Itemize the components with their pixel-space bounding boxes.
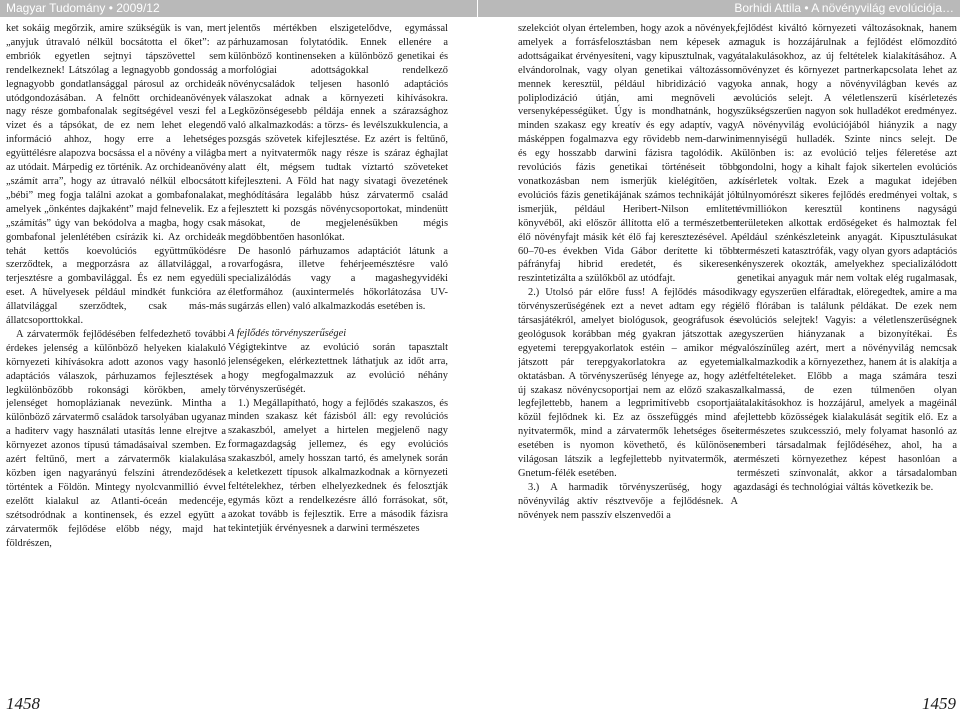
column-4 bbox=[737, 22, 957, 694]
paragraph: 3.) A harmadik törvényszerűség, hogy a növényvilág aktív résztvevője a fejlődésnek. A növények nem passzív elszenvedői a bbox=[518, 481, 738, 521]
column-2 bbox=[228, 22, 448, 694]
page-number-right: 1459 bbox=[922, 694, 956, 713]
paragraph: Végigtekintve az evolúció során tapasztalt jelenségeken, elérkeztettnek láthatjuk az időt arra, hogy megfogalmazzuk az evolúció néhány törvényszerűségét. bbox=[228, 341, 448, 395]
paragraph: szelekciót olyan értelemben, hogy azok a növények, amelyek a forrásfelosztásban nem képesek az adottságaikat érvényesíteni, vagy kipusztulnak, vagy elvándorolnak, vagy olyan genetikai változásson mennek keresztül, például hibridizáció vagy poliplodizáció útján, ami megnöveli a versenyképességüket. Úgy is mondhatnánk, hogy minden szakasz egy kreatív és egy adaptív, vagy másképpen fogalmazva egy rövidebb nem-darwini és egy hosszabb darwini fázisra tagolódik. A revolúciós fázis genetikai történéseit több vonatkozásban nem ismerjük kielégítően, az evolúciós fázis genetikájának számos technikáját jól ismerjük, például Heribert-Nilson említett könyvéből, aki először állította elő a természetben élő növényfajt másik két élő faj keresztezésével. A 60–70-es években Vida Gábor derítette ki több páfrányfaj hibrid eredetét, és sikeresen reszintetizálta a szülőkből az utódfajt. bbox=[518, 23, 738, 285]
paragraph: ket sokáig megőrzik, amire szükségük is van, mert „anyjuk útravaló nélkül bocsátotta el őket”: az embriók egyetlen sejtnyi tápszövettel sem rendelkeznek! Látszólag a legnagyobb gondosság a legnagyobb gondatlansággal párosul az orchideák utódgondozásában. A felnőtt orchideanövények nagy része gombafonalak segítségével veszi fel a vizet és a tápsókat, de ez nem lehet elegendő információ ahhoz, hogy erre a lehetséges együttélésre alapozva bocsássa el a növény a világba az utódait. Márpedig ez történik. Az orchideanövény „számít arra”, hogy az útravaló nélkül elbocsátott „bébi” meg fogja találni azokat a gombafonalakat, amelyek „önkéntes dajkaként” majd felnevelik. Ez a „számítás” úgy van bekódolva a magba, hogy csak gombafonal jelenlétében csírázik ki. Az orchideák tehát kettős koevolúciós együttműködésre szerződtek, a megporzásra az állatvilággal, a terjesztésre a gombavilággal. És ez nem egyedüli eset. A hüvelyesek például mindkét funkcióra az állatvilággal szerződtek, csak más-más állatcsoporttokkal. bbox=[6, 23, 226, 327]
page-number-left: 1458 bbox=[6, 694, 40, 713]
paragraph: A zárvatermők fejlődésében felfedezhető további érdekes jelenség a különböző helyeken kialakuló környezeti kihívásokra adott azonos vagy hasonló adaptációs válaszok, párhuzamos fejlesztések a legkülönbözőbb rokonsági körökben, amely jelenséget homoplázianak nevezünk. Mintha a különböző zárvatermő családok tarsolyában ugyanaz a haditerv vagy használati utasítás lenne elrejtve a környezet azonos típusú támadásaival szemben. Ez azért feltűnő, mert a zárvatermők kialakulása közben igen nagyarányú felszíni átrendeződések történtek a Földön. Mintegy nyolcvanmillió évvel ezelőtt kialakul az Atlanti-óceán medencéje, szétsodródnak a kontinensek, és ezzel együtt a zárvatermők fejlődése előbb négy, majd hat földrészen, bbox=[6, 328, 226, 549]
paragraph: 1.) Megállapítható, hogy a fejlődés szakaszos, és minden szakasz két fázisból áll: egy revolúciós szakaszból, amelyet a hirtelen megjelenő nagy formagazdagság jellemez, és egy evolúciós szakaszból, amely hosszan tartó, és amelynek során a keletkezett típusok alkalmazkodnak a környezeti feltételekhez, térben elhelyezkednek és felosztják egymás közt a rendelkezésre álló forrásokat, sőt, azokat tovább is fejlesztik. Erre a második fázisra tekintetjük érvényesnek a darwini természetes bbox=[228, 397, 448, 534]
column-3 bbox=[518, 22, 738, 694]
running-header-left: Magyar Tudomány • 2009/12 bbox=[0, 0, 477, 17]
page-header bbox=[0, 0, 960, 17]
running-header-right: Borhidi Attila • A növényvilág evolúciója… bbox=[478, 0, 960, 17]
paragraph: jelentős mértékben elszigetelődve, egymással párhuzamosan folytatódik. Ennek ellenére a különböző kontinenseken a különböző genetikai és morfológiai adottságokkal rendelkező növénycsaládok teljesen hasonló adaptációs válaszokat adnak a környezeti kihívásokra. Legközönségesebb példája ennek a szárazsághoz való alkalmazkodás: a törzs- és levélszukkulencia, a pozsgás szövetek kifejlesztése. Ez azért is feltűnő, mert a nyitvatermők nagy része is száraz éghajlat alatt élt, mégsem tudtak víztartó szöveteket kifejleszteni. A Föld hat nagy sivatagi övezetének meghódítására legalább húsz zárvatermő család fejlesztett ki pozsgás növénycsoportokat, mindenütt másokat, de megjelenésükben mégis megdöbbentően hasonlókat. bbox=[228, 23, 448, 243]
paragraph: De hasonló párhuzamos adaptációt látunk a rovarfogásra, illetve fehérjeemésztésre való specializálódás vagy a magashegyvidéki életformához (auxintermelés hőkorlátozása UV-sugárzás ellen) való alkalmazkodás esetében is. bbox=[228, 245, 448, 313]
paragraph: 2.) Utolsó pár előre fuss! A fejlődés második törvényszerűségének ezt a nevet adtam egy régi társasjátékról, amelyet biológusok, geográfusok és geológusok korábban még gyakran játszottak az egyetemi terepgyakorlatok estéin – amikor még játszott pár terepgyakorlatokra az egyetemi oktatásban. A törvényszerűség lényege az, hogy az új szakasz növénycsoportjai nem az előző szakasz legfejlettebb, hanem a legprimitívebb csoportjai közül fejlődnek ki. Ez az összefüggés mind a nyitvatermők, mind a zárvatermők lehetséges ősei esetében is nyomon követhető, és különösen világosan látszik a legfejlettebb nyitvatermők, a Gnetum-félék esetében. bbox=[518, 287, 738, 479]
section-heading: A fejlődés törvényszerűségei bbox=[228, 328, 347, 340]
paragraph: fejlődést kiváltó környezeti változásoknak, hanem maguk is hozzájárulnak a fejlődést előmozdító átalakulásokhoz, az új feltételek kialakításához. A növényzet és környezet partnerkapcsolata lehet az oka annak, hogy a növényvilágban kevés az evolúciós selejt. A véletlenszerű kísérletezés szükségszerűen nagyon sok hulladékot eredményez. A növényvilág evolúciójából hiányzik a nagy mennyiségű hulladék. Szinte nincs selejt. De különben is: az evolúció teljes féleretése azt gondolni, hogy a kihalt fajok sikertelen evolúciós kísérletek voltak. Ezek a magukat idejében túlnyomórészt sikeres fejlődés eredményei voltak, s évmilliókon keresztül kontinens nagyságú területeken alkottak erdőségeket és halmoztak fel például szénkészleteink anyagát. Kipusztulásukat természeti katasztrófák, vagy olyan gyors adaptációs kényszerek okozták, amelyekhez specializálódott genetikai anyaguk már nem voltak elég rugalmasak, vagy egyszerűen elfáradtak, elöregedtek, amire a ma élő flórában is találunk példákat. De ezek nem evolúciós selejtek! Vagyis: a véletlenszerűségnek egyszerűen hiányzanak a bizonyítékai. És valószínűleg azért, mert a növényvilág nemcsak alkalmazkodik a környezethez, hanem át is alakítja a létfeltételeket. Előbb a maga számára teszi alkalmassá, de ezen túlmenően olyan átalakításokhoz is hozzájárul, amelyek a magéinál fejlettebb közösségek kialakulását segítik elő. Ez a természetes szukcesszió, mely folyamat hasonló az emberi társadalmak fejlődéséhez, ahol, ha a természeti környezethez képest hasonlóan a természeti színvonalát, akkor a társadalomban gazdasági és technológiai váltás következik be. bbox=[737, 23, 957, 493]
column-1 bbox=[6, 22, 226, 694]
